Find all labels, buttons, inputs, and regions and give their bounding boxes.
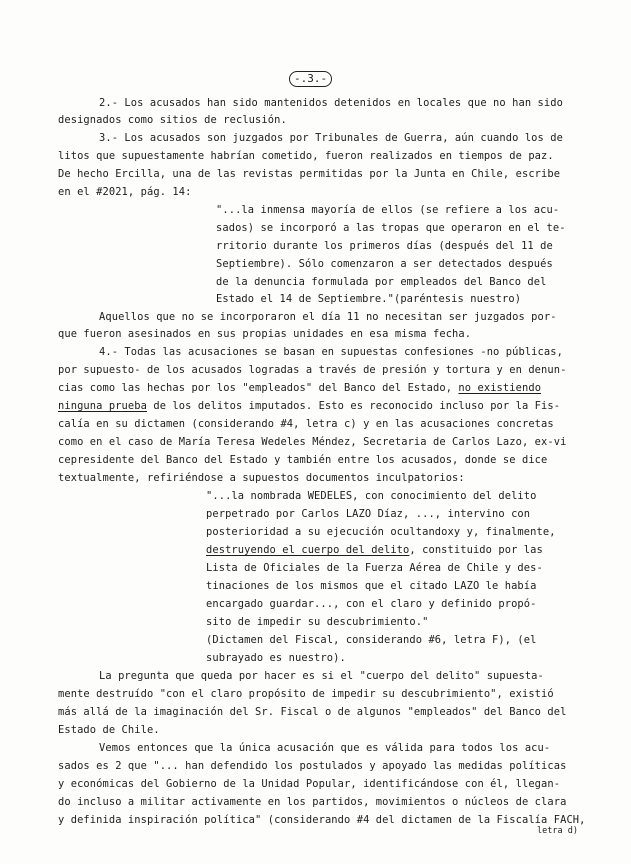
text-line: y económicas del Gobierno de la Unidad Popular, identificándose con él, llegan- <box>58 778 561 790</box>
text-line: 4.- Todas las acusaciones se basan en supuestas confesiones -no públicas, <box>99 346 563 358</box>
text-span: de los delitos imputados. Esto es reconocido incluso por la Fis- <box>153 400 561 412</box>
quote-line: tinaciones de los mismos que el citado LAZO le había <box>206 580 537 592</box>
text-span: cias como las hechas por los "empleados" del Banco del Estado, <box>58 382 453 394</box>
text-line: y definida inspiración política" (considerando #4 del dictamen de la Fiscalía FACH, <box>58 814 586 826</box>
text-line: por supuesto- de los acusados logradas a través de presión y tortura y en denun- <box>58 364 567 376</box>
quote-line: Estado el 14 de Septiembre."(paréntesis nuestro) <box>216 293 522 305</box>
quote-line: sados) se incorporó a las tropas que operaron en el te- <box>216 222 566 234</box>
quote-line: "...la inmensa mayoría de ellos (se refiere a los acu- <box>216 204 560 216</box>
text-line: calía en su dictamen (considerando #4, letra c) y en las acusaciones concretas <box>58 418 554 430</box>
quote-line: encargado guardar..., con el claro y definido propó- <box>206 598 537 610</box>
quote-line: sito de impedir su descubrimiento." <box>206 616 429 628</box>
text-line: 3.- Los acusados son juzgados por Tribunales de Guerra, aún cuando los de <box>99 132 563 144</box>
underlined-phrase: ninguna prueba <box>58 400 147 412</box>
page-number: -.3.- <box>289 71 332 87</box>
text-line: La pregunta que queda por hacer es si el "cuerpo del delito" supuesta- <box>99 670 544 682</box>
quote-line: "...la nombrada WEDELES, con conocimiento del delito <box>206 490 537 502</box>
underlined-phrase: destruyendo el cuerpo del delito <box>206 544 410 556</box>
underlined-phrase: no existiendo <box>458 382 542 394</box>
quote-line: perpetrado por Carlos LAZO Díaz, ..., intervino con <box>206 508 531 520</box>
quote-line: subrayado es nuestro). <box>206 652 346 664</box>
text-line <box>58 400 560 413</box>
text-line: como en el caso de María Teresa Wedeles Méndez, Secretaria de Carlos Lazo, ex-vi <box>58 436 567 448</box>
text-line: De hecho Ercilla, una de las revistas permitidas por la Junta en Chile, escribe <box>58 168 561 180</box>
text-line: designados como sitios de reclusión. <box>58 114 287 126</box>
text-line: do incluso a militar activamente en los partidos, movimientos o núcleos de clara <box>58 796 567 808</box>
text-line: cepresidente del Banco del Estado y también entre los acusados, donde se dice <box>58 454 548 466</box>
text-line <box>58 382 541 395</box>
text-line: mente destruído "con el claro propósito de impedir su descubrimiento", existió <box>58 688 554 700</box>
quote-line: Septiembre). Sólo comenzaron a ser detectados después <box>216 258 553 270</box>
quote-line: de la denuncia formulada por empleados del Banco del <box>216 276 547 288</box>
text-line: Aquellos que no se incorporaron el día 11 no necesitan ser juzgados por- <box>99 311 557 323</box>
quote-line: (Dictamen del Fiscal, considerando #6, letra F), (el <box>206 634 537 646</box>
quote-line <box>206 544 543 557</box>
text-line: en el #2021, pág. 14: <box>58 186 192 198</box>
text-line: más allá de la imaginación del Sr. Fiscal o de algunos "empleados" del Banco del <box>58 706 567 718</box>
text-line: Estado de Chile. <box>58 724 160 736</box>
quote-line: posterioridad a su ejecución ocultandoxy y, finalmente, <box>206 526 556 538</box>
text-line: que fueron asesinados en sus propias unidades en esa misma fecha. <box>58 328 472 340</box>
text-line: litos que supuestamente habrían cometido, fueron realizados en tiempos de paz. <box>58 150 554 162</box>
text-span: , constituido por las <box>409 544 543 556</box>
overstrike-note: letra d) <box>537 826 578 836</box>
quote-line: rritorio durante los primeros días (después del 11 de <box>216 240 553 252</box>
text-line: Vemos entonces que la única acusación que es válida para todos los acu- <box>99 742 551 754</box>
text-line: sados es 2 que "... han defendido los postulados y apoyado las medidas políticas <box>58 760 567 772</box>
text-line: 2.- Los acusados han sido mantenidos detenidos en locales que no han sido <box>99 97 563 109</box>
quote-line: Lista de Oficiales de la Fuerza Aérea de Chile y des- <box>206 562 543 574</box>
text-line: textualmente, refiriéndose a supuestos documentos inculpatorios: <box>58 472 465 484</box>
